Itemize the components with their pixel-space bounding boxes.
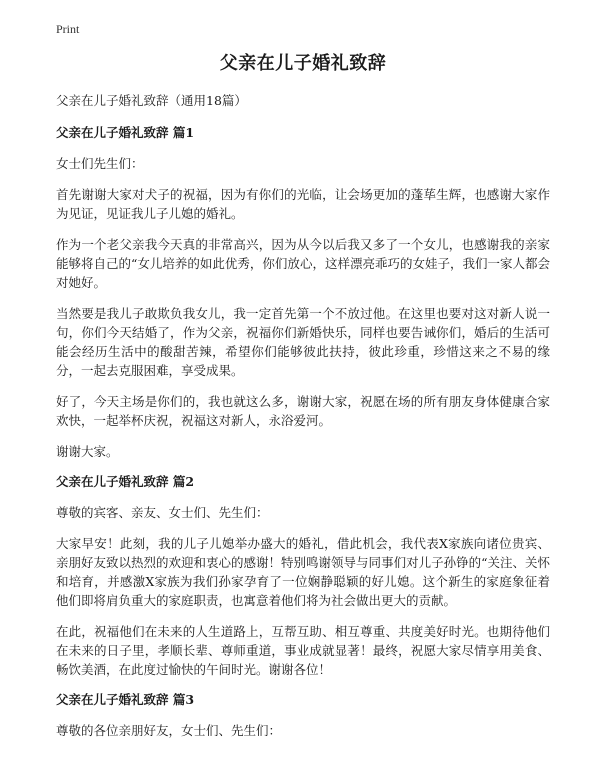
- salutation: 女士们先生们：: [56, 156, 144, 171]
- section-3: [56, 691, 550, 740]
- salutation: 尊敬的宾客、亲友、女士们、先生们：: [56, 505, 269, 520]
- section-heading: 父亲在儿子婚礼致辞 篇1: [56, 125, 195, 140]
- section-heading: 父亲在儿子婚礼致辞 篇3: [56, 692, 195, 707]
- paragraph: 当然要是我儿子敢欺负我女儿，我一定首先第一个不放过他。在这里也要对这对新人说一句，你们今天结婚了，作为父亲，祝福你们新婚快乐，同样也要告诫你们，婚后的生活可能会经历生活中的酸甜苦辣，希望你们能够彼此扶持，彼此珍重，珍惜这来之不易的缘分，一起去克服困难，享受成果。: [56, 306, 550, 378]
- salutation: 尊敬的各位亲朋好友，女士们、先生们：: [56, 723, 282, 738]
- print-label: Print: [56, 22, 80, 36]
- paragraph: 作为一个老父亲我今天真的非常高兴，因为从今以后我又多了一个女儿，也感谢我的亲家能够将自己的“女儿培养的如此优秀，你们放心，这样漂亮乖巧的女娃子，我们一家人都会对她好。: [56, 237, 550, 290]
- paragraph: 大家早安！此刻，我的儿子儿媳举办盛大的婚礼，借此机会，我代表X家族向诸位贵宾、亲朋好友致以热烈的欢迎和衷心的感谢！特别鸣谢领导与同事们对儿子孙铮的“关注、关怀和培育，并感激X家族为我们孙家孕育了一位娴静聪颖的好儿媳。这个新生的家庭象征着他们即将肩负重大的家庭职责，也寓意着他们将为社会做出更大的贡献。: [56, 536, 550, 608]
- page-title: 父亲在儿子婚礼致辞: [219, 53, 387, 74]
- document-subtitle: 父亲在儿子婚礼致辞（通用18篇）: [56, 93, 247, 108]
- section-heading: 父亲在儿子婚礼致辞 篇2: [56, 474, 195, 489]
- paragraph: 首先谢谢大家对犬子的祝福，因为有你们的光临，让会场更加的蓬荜生辉，也感谢大家作为见证，见证我儿子儿媳的婚礼。: [56, 187, 550, 221]
- paragraph: 在此，祝福他们在未来的人生道路上，互帮互助、相互尊重、共度美好时光。也期待他们在未来的日子里，孝顺长辈、尊师重道，事业成就显著！最终，祝愿大家尽情享用美食、畅饮美酒，在此度过愉快的午间时光。谢谢各位！: [56, 624, 550, 677]
- section-1: [56, 124, 550, 461]
- document-body: [56, 52, 550, 752]
- paragraph: 好了，今天主场是你们的，我也就这么多，谢谢大家，祝愿在场的所有朋友身体健康合家欢快，一起举杯庆祝，祝福这对新人，永浴爱河。: [56, 394, 550, 428]
- section-2: [56, 473, 550, 679]
- closing-line: 谢谢大家。: [56, 444, 119, 459]
